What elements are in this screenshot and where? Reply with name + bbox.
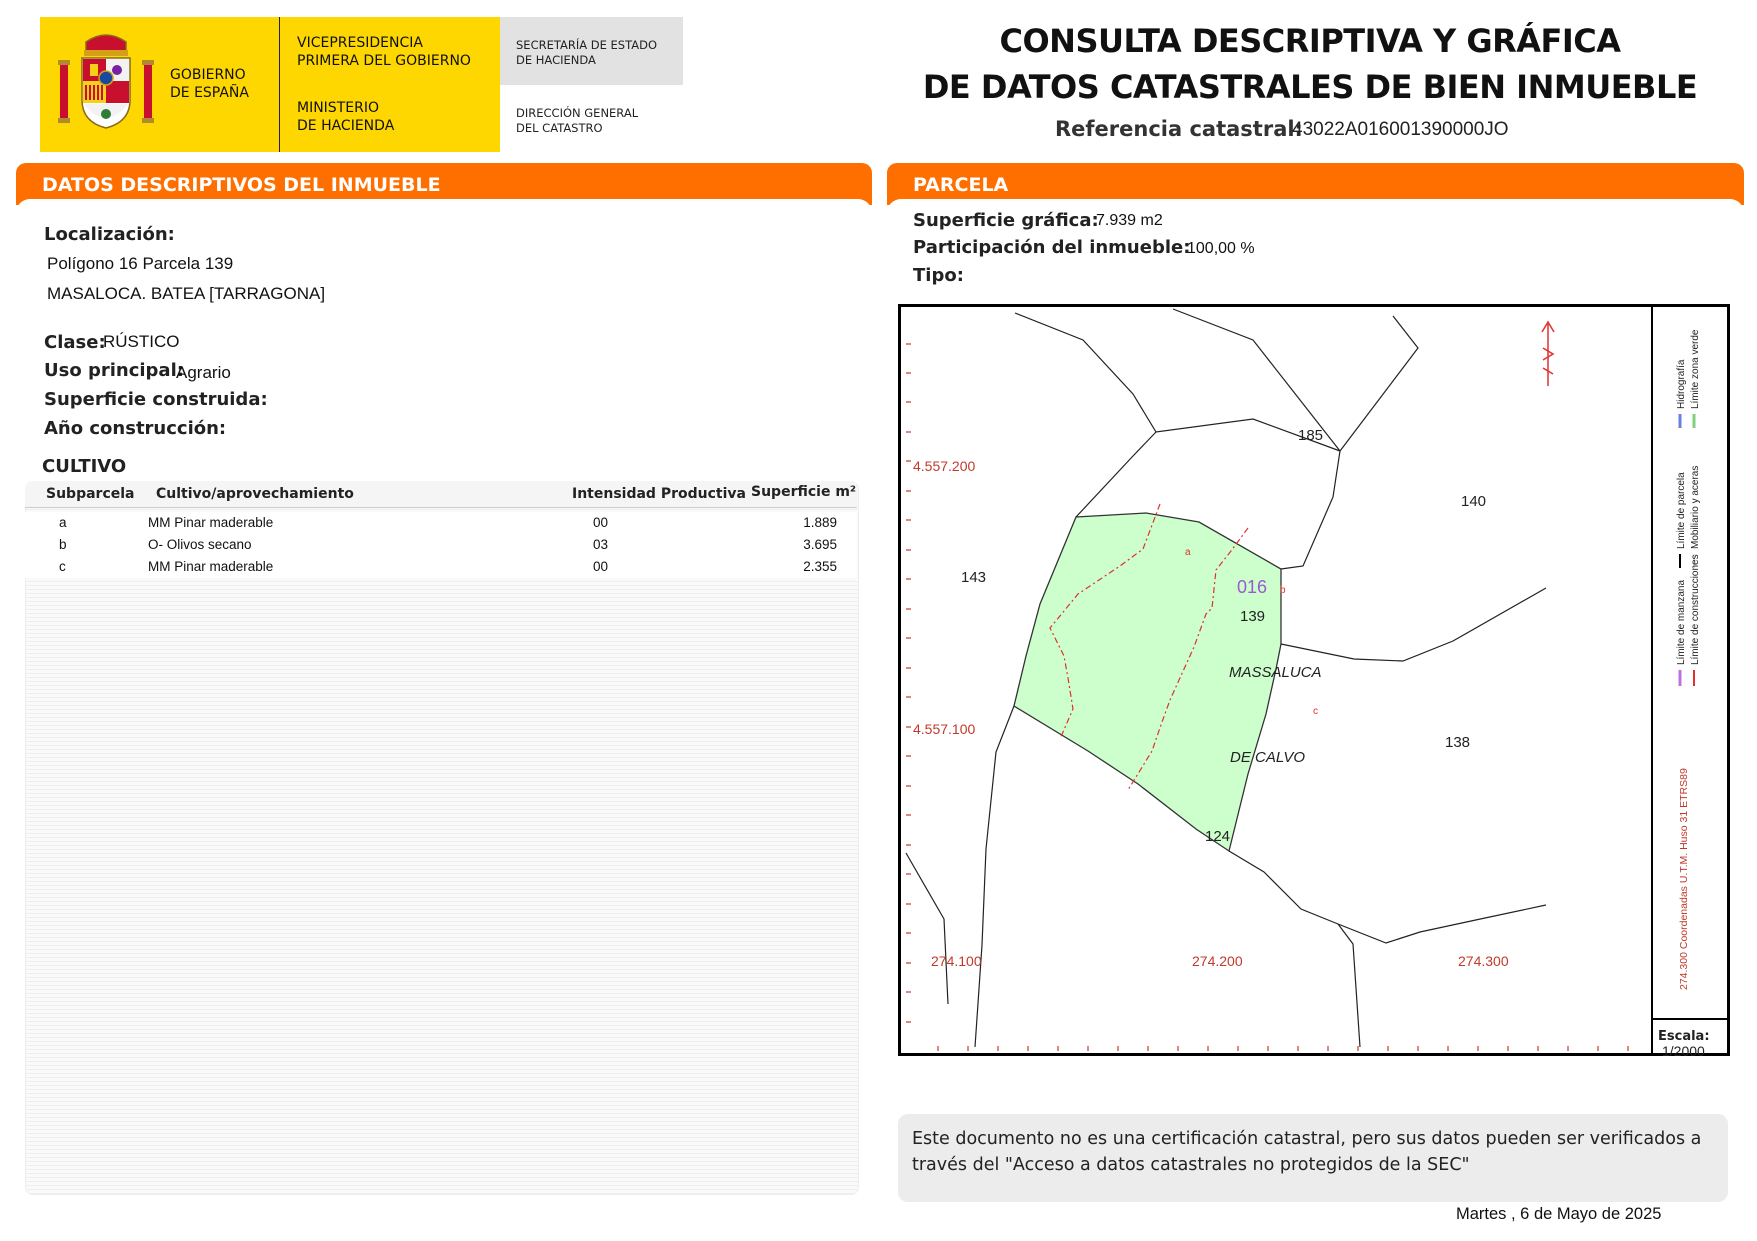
- participacion-label: Participación del inmueble:: [913, 237, 1191, 258]
- parcel-label-143: 143: [961, 569, 987, 586]
- superficie-construida-label: Superficie construida:: [44, 389, 268, 410]
- logo-divider: [279, 17, 280, 152]
- subparcel-label-c: c: [1313, 706, 1318, 717]
- localizacion-line2: MASALOCA. BATEA [TARRAGONA]: [47, 284, 326, 303]
- title-line-1: CONSULTA DESCRIPTIVA Y GRÁFICA: [999, 22, 1621, 60]
- cultivo-table: [25, 481, 859, 1195]
- legend-mobiliario: Mobiliario y aceras: [1690, 465, 1701, 549]
- escala-value: 1/2000: [1662, 1043, 1705, 1056]
- cell-cultivo: O- Olivos secano: [148, 537, 252, 552]
- th-subparcela: Subparcela: [46, 486, 135, 502]
- th-intensidad: Intensidad Productiva: [572, 486, 746, 502]
- cell-intensidad: 00: [593, 515, 609, 530]
- anio-construccion-label: Año construcción:: [44, 418, 227, 439]
- table-header-divider: [25, 507, 857, 508]
- clase-value: RÚSTICO: [103, 332, 180, 351]
- subparcel-label-b: b: [1280, 585, 1286, 596]
- coord-y-top: 4.557.200: [913, 458, 976, 474]
- title-line-2: DE DATOS CATASTRALES DE BIEN INMUEBLE: [922, 68, 1698, 106]
- coord-y-bottom: 4.557.100: [913, 721, 976, 737]
- parcel-label-138: 138: [1445, 734, 1471, 751]
- paraje-label-massaluca: MASSALUCA: [1229, 664, 1322, 681]
- parcel-label-185: 185: [1298, 427, 1324, 444]
- subparcel-label-a: a: [1185, 547, 1191, 558]
- legend-coordenadas: 274.300 Coordenadas U.T.M. Huso 31 ETRS89: [1678, 768, 1690, 990]
- page-title: [900, 18, 1720, 110]
- localizacion-line1: Polígono 16 Parcela 139: [47, 254, 234, 273]
- direccion-general-text: DIRECCIÓN GENERAL DEL CATASTRO: [516, 106, 639, 135]
- cell-superficie: 3.695: [803, 537, 837, 552]
- datos-section-curve: [16, 199, 872, 213]
- ref-catastral-value: 43022A016001390000JO: [1292, 119, 1509, 140]
- superficie-grafica-label: Superficie gráfica:: [913, 210, 1099, 231]
- coord-x-3: 274.300: [1458, 953, 1509, 969]
- ministerio-text: MINISTERIO DE HACIENDA: [297, 100, 395, 134]
- cell-cultivo: MM Pinar maderable: [148, 515, 274, 530]
- table-row: [25, 534, 857, 556]
- th-cultivo: Cultivo/aprovechamiento: [156, 486, 354, 502]
- localizacion-label: Localización:: [44, 224, 175, 245]
- cell-subparcela: b: [59, 537, 67, 552]
- cell-intensidad: 00: [593, 559, 609, 574]
- legend-limite-construcciones: Límite de construcciones: [1690, 554, 1701, 665]
- map-tick-marks: [906, 344, 911, 1022]
- datos-section-title: DATOS DESCRIPTIVOS DEL INMUEBLE: [42, 174, 441, 196]
- parcela-section-title: PARCELA: [913, 174, 1009, 196]
- coord-x-1: 274.100: [931, 953, 982, 969]
- coord-x-2: 274.200: [1192, 953, 1243, 969]
- superficie-grafica-value: 7.939 m2: [1096, 212, 1163, 229]
- document-date: Martes , 6 de Mayo de 2025: [1456, 1205, 1662, 1223]
- escala-label: Escala:: [1658, 1029, 1710, 1044]
- poligono-label-016: 016: [1237, 577, 1268, 597]
- cultivo-title: CULTIVO: [42, 456, 127, 477]
- map-tick-marks-bottom: [938, 1046, 1628, 1051]
- table-row: [25, 556, 857, 578]
- parcel-139[interactable]: [1014, 513, 1281, 851]
- gobierno-espana-text: GOBIERNO DE ESPAÑA: [170, 67, 249, 101]
- legend-hidrografia: Hidrografía: [1676, 359, 1687, 409]
- cell-subparcela: c: [59, 559, 66, 574]
- cell-superficie: 2.355: [803, 559, 837, 574]
- disclaimer-text: Este documento no es una certificación catastral, pero sus datos pueden ser verificados a través del "Acceso a datos catastrales no protegidos de la SEC": [912, 1129, 1702, 1175]
- legend-limite-parcela: Límite de parcela: [1676, 472, 1687, 549]
- cadastral-map-drawing: [898, 304, 1730, 1056]
- parcel-label-140: 140: [1461, 493, 1487, 510]
- ref-catastral-label: Referencia catastral:: [1055, 117, 1303, 141]
- vicepresidencia-text: VICEPRESIDENCIA PRIMERA DEL GOBIERNO: [297, 35, 471, 69]
- north-arrow-icon: [1542, 322, 1554, 386]
- participacion-value: 100,00 %: [1187, 240, 1255, 257]
- cell-superficie: 1.889: [803, 515, 837, 530]
- uso-principal-label: Uso principal:: [44, 360, 184, 381]
- table-row: [25, 512, 857, 534]
- uso-principal-value: Agrario: [176, 363, 231, 382]
- secretaria-text: SECRETARÍA DE ESTADO DE HACIENDA: [516, 38, 658, 67]
- clase-label: Clase:: [44, 332, 106, 353]
- cell-intensidad: 03: [593, 537, 609, 552]
- parcel-label-139: 139: [1240, 608, 1266, 625]
- legend-limite-manzana: Límite de manzana: [1676, 579, 1687, 665]
- th-superficie: Superficie m²: [751, 484, 857, 500]
- tipo-label: Tipo:: [913, 265, 964, 286]
- cell-subparcela: a: [59, 515, 67, 530]
- parcel-label-124: 124: [1205, 828, 1231, 845]
- legend-limite-zona-verde: Límite zona verde: [1690, 329, 1701, 409]
- paraje-label-decalvo: DE CALVO: [1230, 749, 1306, 766]
- map-legend: [1676, 329, 1701, 990]
- coat-of-arms-icon: [56, 30, 156, 132]
- cell-cultivo: MM Pinar maderable: [148, 559, 274, 574]
